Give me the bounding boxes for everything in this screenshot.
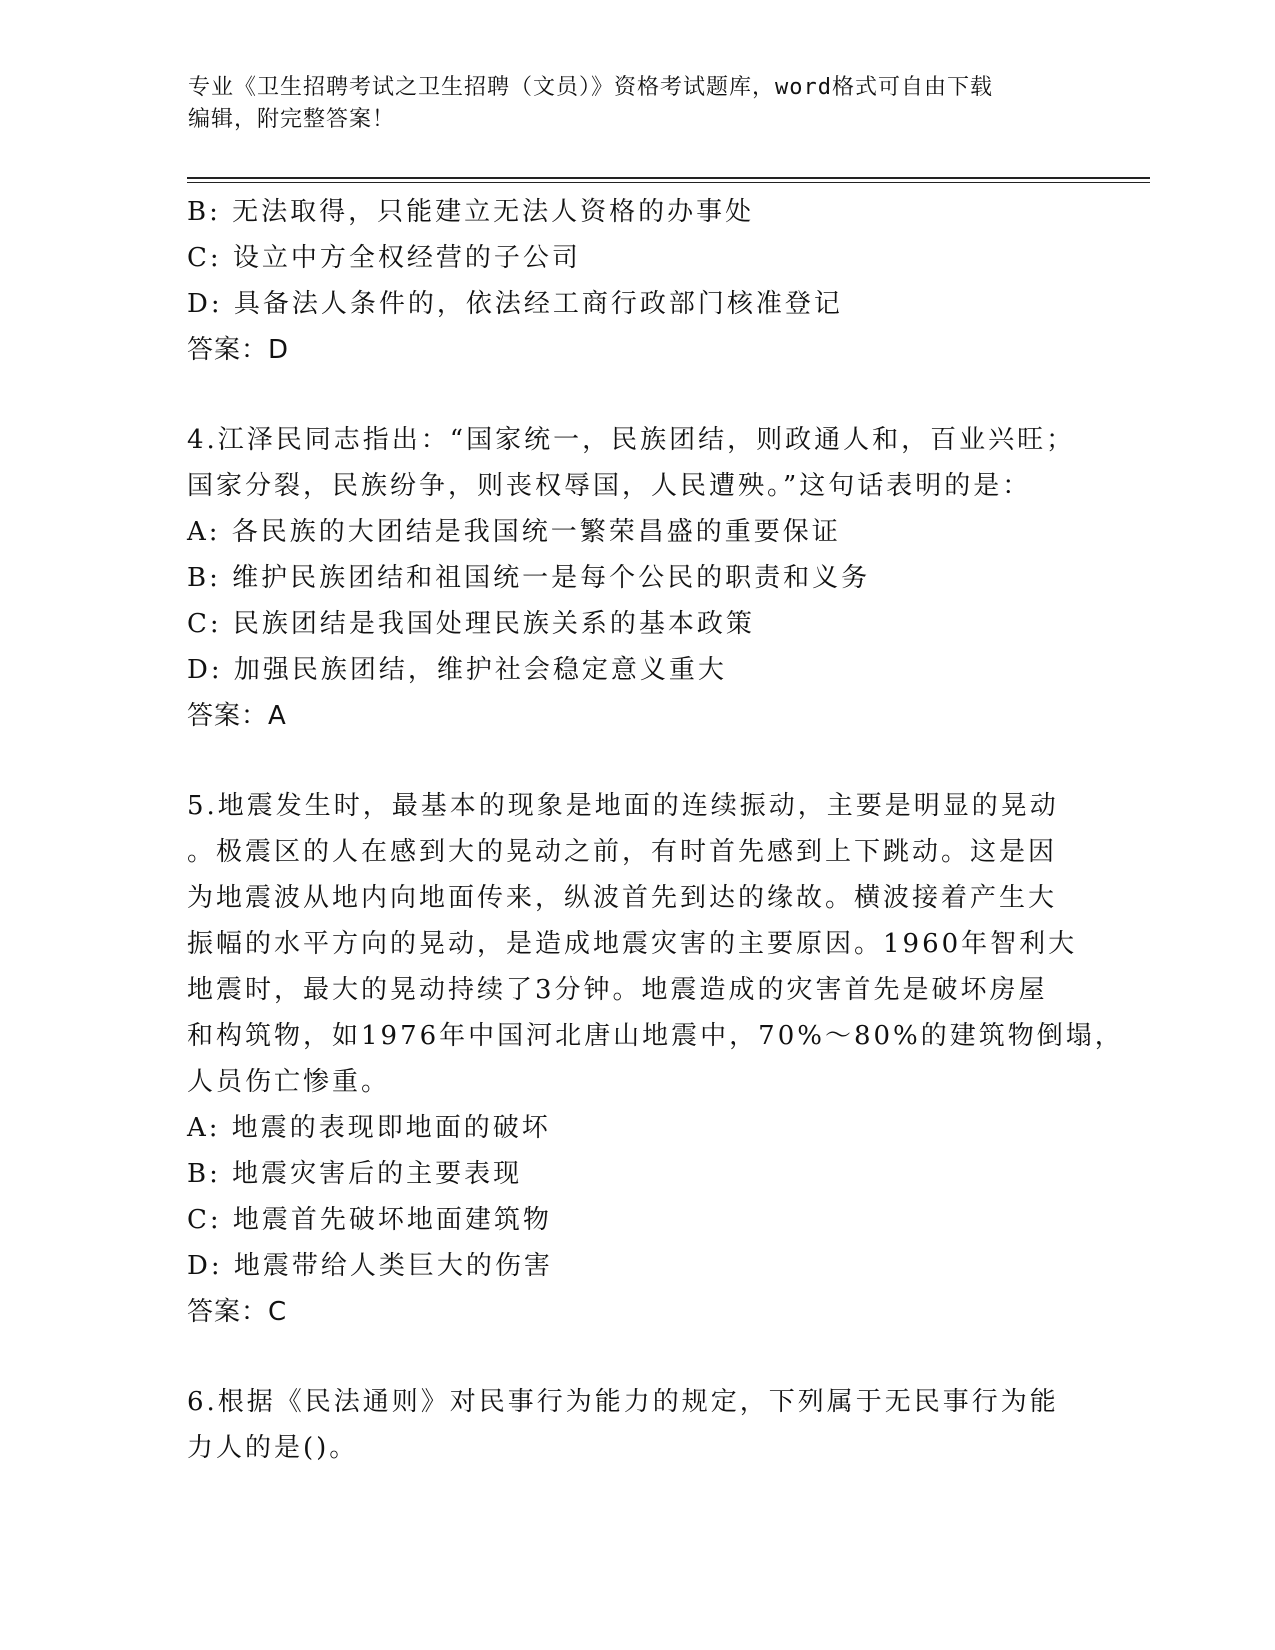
q5-option-c: C: 地震首先破坏地面建筑物 <box>187 1205 552 1235</box>
header-rule-thick <box>187 177 1150 179</box>
q4-option-a: A: 各民族的大团结是我国统一繁荣昌盛的重要保证 <box>187 517 841 547</box>
q5-option-a: A: 地震的表现即地面的破坏 <box>187 1113 551 1143</box>
q5-text-line-3: 为地震波从地内向地面传来，纵波首先到达的缘故。横波接着产生大 <box>187 883 1058 913</box>
q4-text-line-1: 4.江泽民同志指出：“国家统一，民族团结，则政通人和，百业兴旺； <box>187 425 1076 455</box>
question-6 <box>187 1379 1087 1471</box>
q6-text-line-2: 力人的是()。 <box>187 1433 359 1463</box>
q4-option-c: C: 民族团结是我国处理民族关系的基本政策 <box>187 609 755 639</box>
q5-text-line-6: 和构筑物，如1976年中国河北唐山地震中，70%～80%的建筑物倒塌， <box>187 1021 1124 1051</box>
document-body <box>187 189 1124 1471</box>
q5-text-line-7: 人员伤亡惨重。 <box>187 1067 391 1097</box>
q5-answer: 答案：C <box>187 1297 288 1327</box>
q5-text-line-1: 5.地震发生时，最基本的现象是地面的连续振动，主要是明显的晃动 <box>187 791 1059 821</box>
document-header <box>188 72 1068 136</box>
q5-option-b: B: 地震灾害后的主要表现 <box>187 1159 523 1189</box>
header-line-2: 编辑，附完整答案！ <box>188 107 396 132</box>
q4-option-b: B: 维护民族团结和祖国统一是每个公民的职责和义务 <box>187 563 871 593</box>
q5-text-line-5: 地震时，最大的晃动持续了3分钟。地震造成的灾害首先是破坏房屋 <box>187 975 1048 1005</box>
header-line-1: 专业《卫生招聘考试之卫生招聘（文员）》资格考试题库，word格式可自由下载 <box>188 75 993 100</box>
q6-text-line-1: 6.根据《民法通则》对民事行为能力的规定，下列属于无民事行为能 <box>187 1387 1059 1417</box>
q3-option-c: C: 设立中方全权经营的子公司 <box>187 243 581 273</box>
q4-option-d: D: 加强民族团结，维护社会稳定意义重大 <box>187 655 727 685</box>
q4-text-line-2: 国家分裂，民族纷争，则丧权辱国，人民遭殃。”这句话表明的是： <box>187 471 1032 501</box>
q4-answer: 答案：A <box>187 701 287 731</box>
q5-option-d: D: 地震带给人类巨大的伤害 <box>187 1251 553 1281</box>
question-5 <box>187 783 1124 1335</box>
q3-option-d: D: 具备法人条件的，依法经工商行政部门核准登记 <box>187 289 843 319</box>
q3-answer: 答案：D <box>187 335 290 365</box>
q5-text-line-4: 振幅的水平方向的晃动，是造成地震灾害的主要原因。1960年智利大 <box>187 929 1078 959</box>
header-rule-thin <box>187 182 1150 183</box>
question-4 <box>187 417 1087 739</box>
q3-option-b: B: 无法取得，只能建立无法人资格的办事处 <box>187 197 755 227</box>
q5-text-line-2: 。极震区的人在感到大的晃动之前，有时首先感到上下跳动。这是因 <box>187 837 1058 867</box>
question-3 <box>187 189 1087 373</box>
